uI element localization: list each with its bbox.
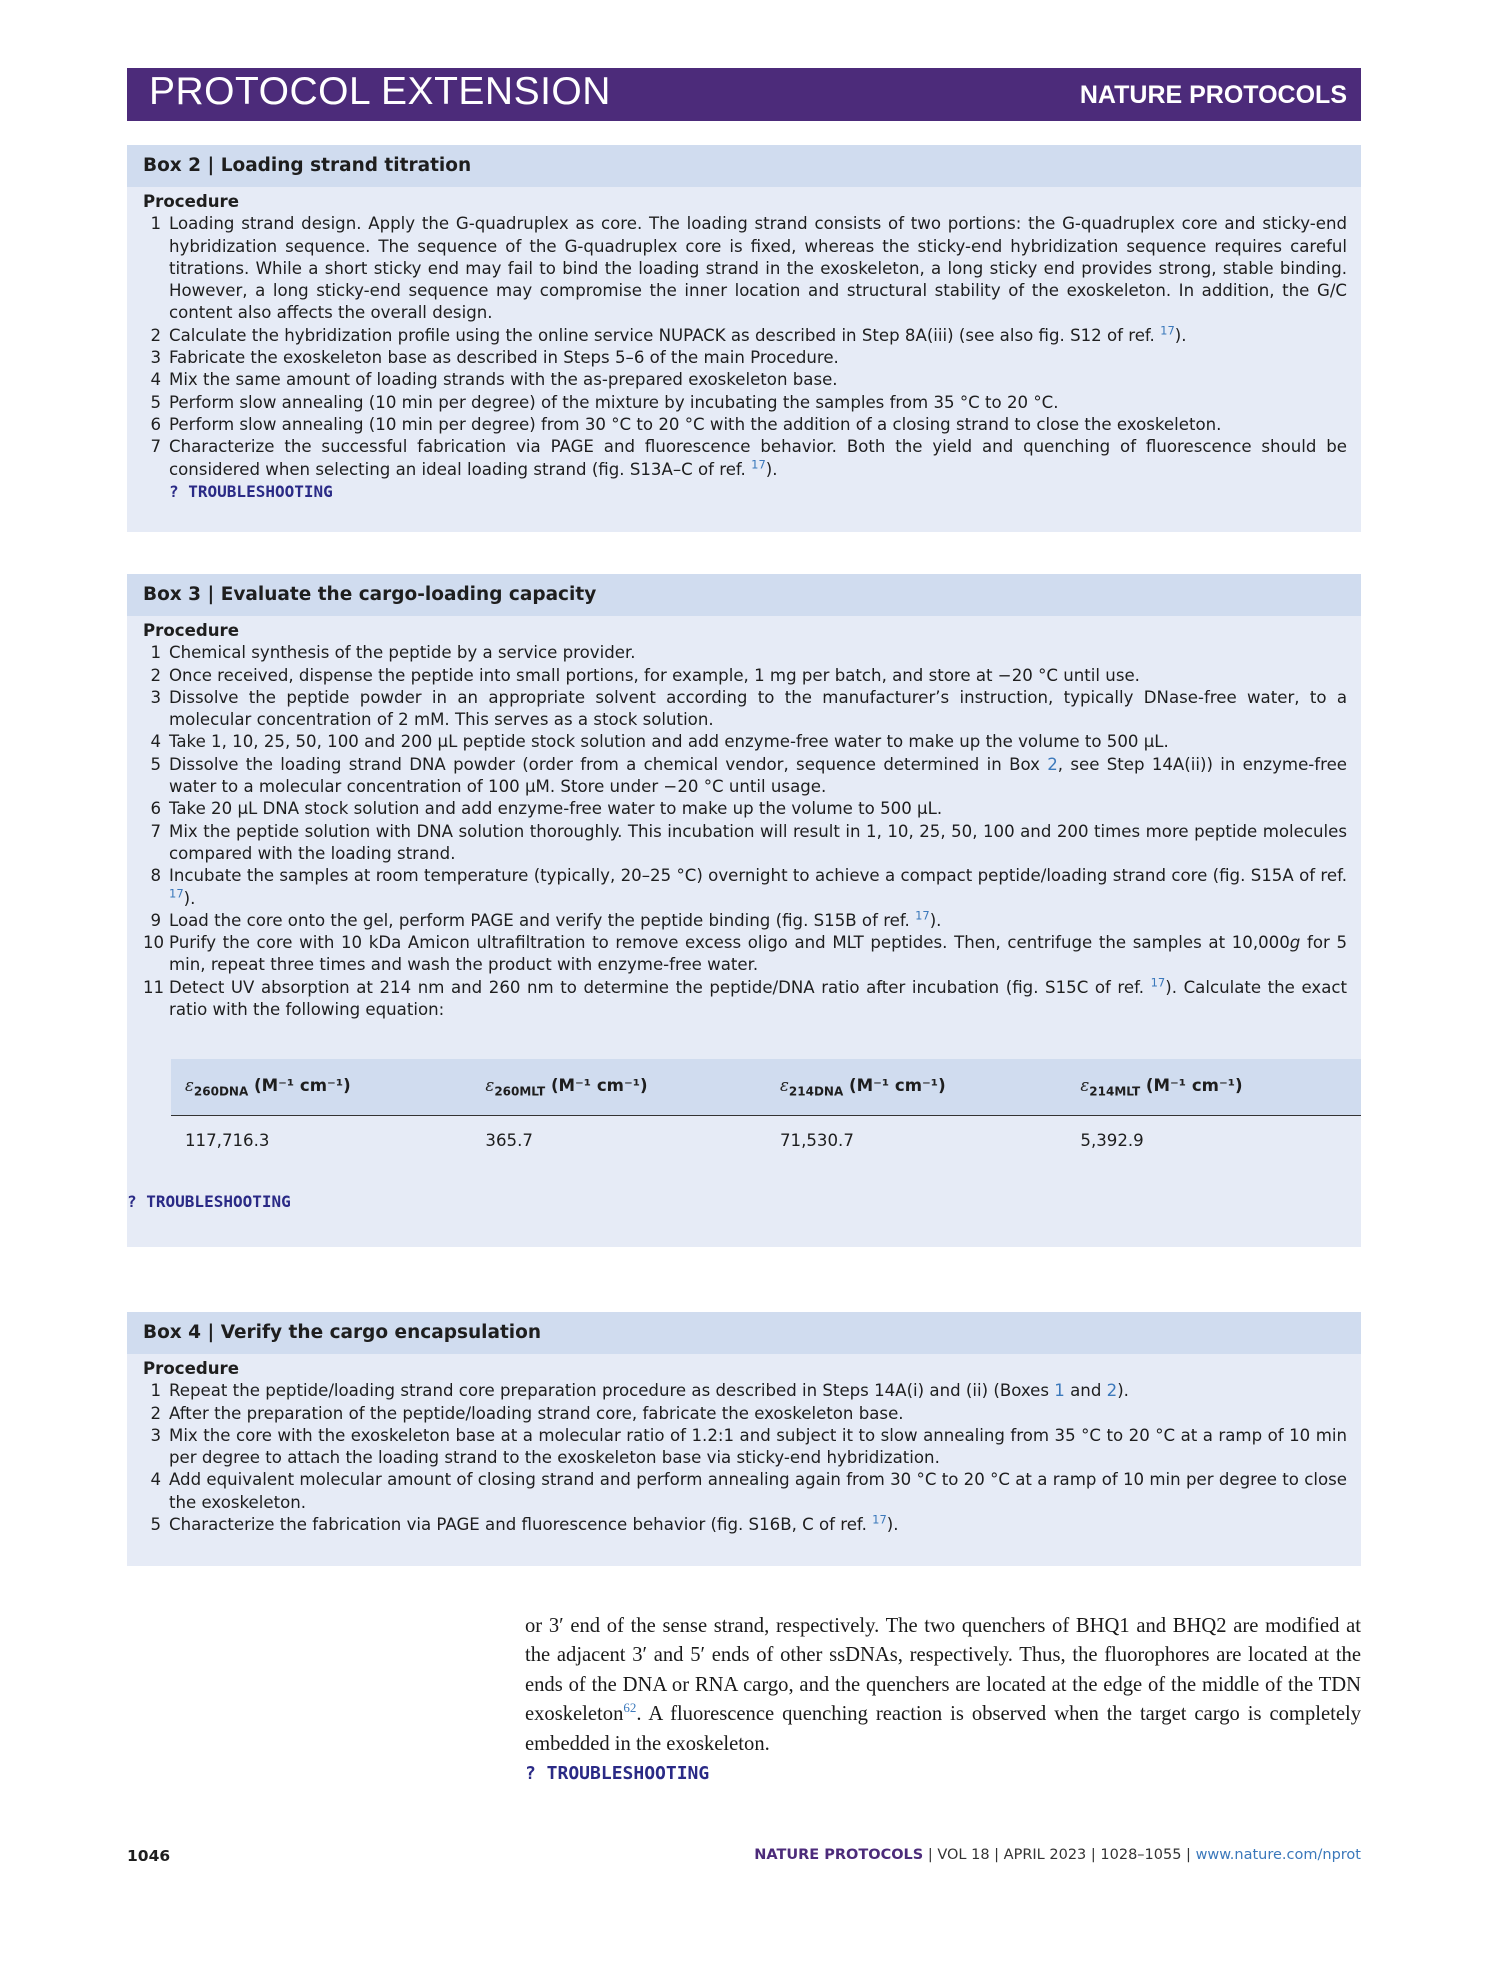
procedure-heading: Procedure [143, 621, 239, 640]
step: 3 Fabricate the exoskeleton base as described in Steps 5–6 of the main Procedure. [150, 348, 839, 368]
box-4 [127, 1312, 1361, 1566]
step: 5 Characterize the fabrication via PAGE and fluorescence behavior (fig. S16B, C of ref. $^{17}$). [150, 1512, 899, 1535]
journal-name: NATURE PROTOCOLS [1079, 81, 1347, 109]
box-link[interactable]: 1 [1054, 1381, 1065, 1401]
table-header: $\varepsilon_{260DNA}$ (M⁻¹ cm⁻¹) [171, 1059, 471, 1116]
box-title: Box 3 | Evaluate the cargo-loading capacity [127, 574, 1361, 616]
journal-url-link[interactable]: www.nature.com/nprot [1195, 1847, 1361, 1863]
step: 4 Add equivalent molecular amount of closing strand and perform annealing again from 30 °C to 20 °C at a ramp of 10 min per degree to close the exoskeleton. [150, 1470, 1347, 1512]
reference-link[interactable]: 62 [623, 1700, 637, 1716]
box-2 [127, 145, 1361, 532]
step: 10 Purify the core with 10 kDa Amicon ultrafiltration to remove excess oligo and MLT peptides. Then, centrifuge the samples at 10,000g for 5 min, repeat three times and wash the product with enzyme-free water. [143, 933, 1348, 975]
reference-link[interactable]: 17 [915, 908, 930, 923]
reference-link[interactable]: 17 [1150, 975, 1166, 990]
step: 11 Detect UV absorption at 214 nm and 260 nm to determine the peptide/DNA ratio after incubation (fig. S15C of ref. $^{17}$). Calculate the exact ratio with the following equation: [143, 975, 1348, 1020]
reference-link[interactable]: 17 [751, 457, 766, 472]
step: 8 Incubate the samples at room temperature (typically, 20–25 °C) overnight to achieve a compact peptide/loading strand core (fig. S15A of ref. $^{17}$). [150, 866, 1347, 908]
page-number: 1046 [127, 1847, 171, 1865]
table-header: $\varepsilon_{214DNA}$ (M⁻¹ cm⁻¹) [766, 1059, 1066, 1116]
table-header: $\varepsilon_{214MLT}$ (M⁻¹ cm⁻¹) [1066, 1059, 1361, 1116]
procedure-heading: Procedure [143, 1359, 239, 1378]
troubleshooting-link[interactable]: ? TROUBLESHOOTING [169, 481, 333, 501]
box-link[interactable]: 2 [1047, 754, 1058, 774]
table-cell: 71,530.7 [779, 1130, 854, 1150]
step: 7 Mix the peptide solution with DNA solution thoroughly. This incubation will result in 1, 10, 25, 50, 100 and 200 times more peptide molecules compared with the loading strand. [150, 821, 1347, 863]
step: 6 Take 20 µL DNA stock solution and add enzyme-free water to make up the volume to 500 µL. [150, 799, 943, 819]
step: 2 After the preparation of the peptide/loading strand core, fabricate the exoskeleton base. [150, 1403, 904, 1423]
extinction-coefficient-table [171, 1059, 1361, 1159]
reference-link[interactable]: 17 [872, 1512, 887, 1527]
table-cell: 117,716.3 [185, 1130, 270, 1150]
step: 7 Characterize the successful fabrication via PAGE and fluorescence behavior. Both the yield and quenching of fluorescence should be considered when selecting an ideal loading strand (fig. S13A–C of ref. $^{17}$). ? TROUBLESHOOTING [150, 437, 1347, 501]
step: 3 Mix the core with the exoskeleton base at a molecular ratio of 1.2:1 and subject it to slow annealing from 35 °C to 20 °C at a ramp of 10 min per degree to attach the loading strand to the exoskeleton base via sticky-end hybridization. [150, 1425, 1347, 1468]
table-cell: 365.7 [485, 1130, 533, 1150]
step: 5 Perform slow annealing (10 min per degree) of the mixture by incubating the samples from 35 °C to 20 °C. [150, 392, 1059, 412]
step: 4 Take 1, 10, 25, 50, 100 and 200 µL peptide stock solution and add enzyme-free water to make up the volume to 500 µL. [150, 732, 1169, 752]
box-title: Box 2 | Loading strand titration [127, 145, 1361, 187]
step: 9 Load the core onto the gel, perform PAGE and verify the peptide binding (fig. S15B of ref. $^{17}$). [150, 908, 942, 930]
step: 1 Loading strand design. Apply the G-quadruplex as core. The loading strand consists of two portions: the G-quadruplex core and sticky-end hybridization sequence. The sequence of the G-quadruplex core is fixed, whereas the sticky-end hybridization sequence requires careful titrations. While a short sticky end may fail to bind the loading strand in the exoskeleton, a long sticky end provides strong, stable binding. However, a long sticky-end sequence may compromise the inner location and structural stability of the exoskeleton. In addition, the G/C content also affects the overall design. [150, 214, 1347, 323]
body-paragraph: or 3′ end of the sense strand, respectively. The two quenchers of BHQ1 and BHQ2 are modified at the adjacent 3′ and 5′ ends of other ssDNAs, respectively. Thus, the fluorophores are located at the ends of the DNA or RNA cargo, and the quenchers are located at the edge of the middle of the TDN exoskeleton$^{62}$. A fluorescence quenching reaction is observed when the target cargo is completely embedded in the exoskeleton. ? TROUBLESHOOTING [525, 1615, 1361, 1785]
article-type: PROTOCOL EXTENSION [149, 70, 611, 113]
troubleshooting-link[interactable]: ? TROUBLESHOOTING [127, 1192, 291, 1211]
footer-citation: NATURE PROTOCOLS | VOL 18 | APRIL 2023 | 1028–1055 | www.nature.com/nprot [754, 1847, 1361, 1863]
step: 2 Once received, dispense the peptide into small portions, for example, 1 mg per batch, and store at −20 °C until use. [150, 665, 1140, 685]
step: 2 Calculate the hybridization profile using the online service NUPACK as described in Step 8A(iii) (see also fig. S12 of ref. $^{17}$). [150, 323, 1187, 345]
step: 6 Perform slow annealing (10 min per degree) from 30 °C to 20 °C with the addition of a closing strand to close the exoskeleton. [150, 414, 1222, 434]
step: 4 Mix the same amount of loading strands with the as-prepared exoskeleton base. [150, 370, 838, 390]
reference-link[interactable]: 17 [169, 886, 184, 901]
box-3 [127, 574, 1361, 1247]
troubleshooting-link[interactable]: ? TROUBLESHOOTING [525, 1763, 710, 1785]
step: 1 Repeat the peptide/loading strand core preparation procedure as described in Steps 14A(i) and (ii) (Boxes 1 and 2). [150, 1381, 1129, 1401]
table-cell: 5,392.9 [1080, 1130, 1144, 1150]
step: 1 Chemical synthesis of the peptide by a service provider. [150, 643, 636, 663]
box-title: Box 4 | Verify the cargo encapsulation [127, 1312, 1361, 1354]
step: 3 Dissolve the peptide powder in an appropriate solvent according to the manufacturer’s instruction, typically DNase-free water, to a molecular concentration of 2 mM. This serves as a stock solution. [150, 687, 1347, 730]
procedure-heading: Procedure [143, 192, 239, 211]
table-header: $\varepsilon_{260MLT}$ (M⁻¹ cm⁻¹) [471, 1059, 766, 1116]
box-link[interactable]: 2 [1106, 1381, 1118, 1401]
step: 5 Dissolve the loading strand DNA powder (order from a chemical vendor, sequence determined in Box 2, see Step 14A(ii)) in enzyme-free water to a molecular concentration of 100 µM. Store under −20 °C until usage. [150, 754, 1347, 797]
header-banner [127, 68, 1361, 121]
reference-link[interactable]: 17 [1160, 323, 1175, 338]
